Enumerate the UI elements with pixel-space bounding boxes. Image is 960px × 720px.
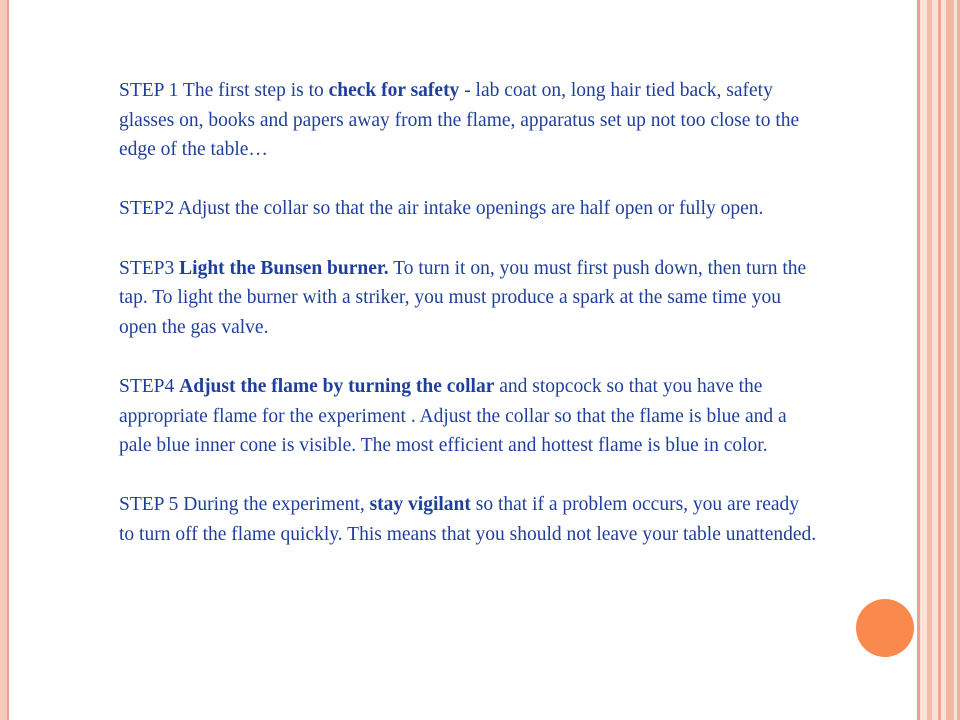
slide-content [119,76,819,579]
right-border-stripe [946,0,954,720]
step-3-text: STEP3 [119,257,180,279]
left-border-decoration [0,0,9,720]
step-3-text-continued: To turn it on, you must first push down, then turn the tap. To light the burner with a striker, you must produce a spark at the same time you open the gas valve. [119,257,807,338]
step-5-text: STEP 5 During the experiment, [119,494,370,516]
step-5-paragraph [119,490,819,549]
right-border-stripe [927,0,932,720]
step-4-text: STEP4 [119,375,180,397]
step-1-paragraph [119,76,819,165]
step-3-paragraph [119,254,819,343]
step-3-highlight: Light the Bunsen burner. [179,257,389,279]
step-1-highlight: check for safety [328,80,460,101]
step-4-highlight: Adjust the flame by turning the collar [179,375,495,397]
step-4-paragraph [119,372,819,461]
step-1-text: STEP 1 The first step is to [119,80,329,101]
step-2-paragraph [119,194,819,224]
step-5-highlight: stay vigilant [369,494,471,516]
step-4-text-continued: and stopcock so that you have the appropriate flame for the experiment . Adjust the collar so that the flame is blue and a pale blue inner cone is visible. The most efficient and hottest flame is blue in color. [119,375,787,457]
orange-circle-decoration [856,599,914,657]
right-border-stripe [938,0,941,720]
step-1-text-continued: - lab coat on, long hair tied back, safety glasses on, books and papers away from the flame, apparatus set up not too close to the edge of the table… [119,80,800,161]
step-2-text: STEP2 Adjust the collar so that the air intake openings are half open or fully open. [119,198,764,220]
right-border-stripe [917,0,920,720]
step-5-text-continued: so that if a problem occurs, you are ready to turn off the flame quickly. This means that you should not leave your table unattended. [119,494,817,545]
